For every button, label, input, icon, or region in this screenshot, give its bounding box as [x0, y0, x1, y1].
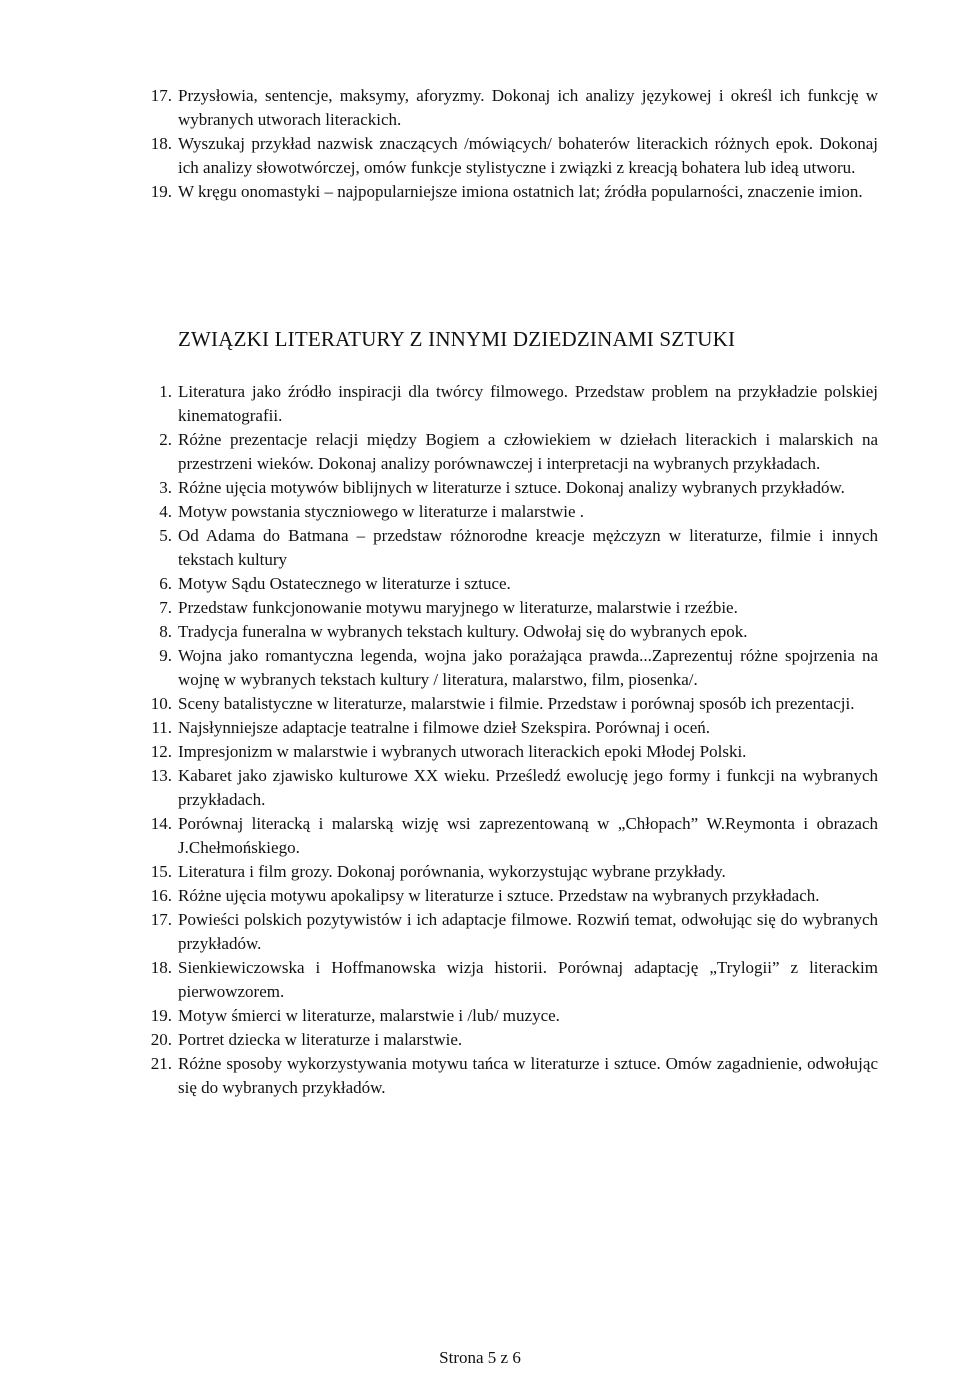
- item-text: Sceny batalistyczne w literaturze, malarstwie i filmie. Przedstaw i porównaj sposób ich prezentacji.: [178, 694, 855, 713]
- item-text: Różne ujęcia motywów biblijnych w literaturze i sztuce. Dokonaj analizy wybranych przykładów.: [178, 478, 845, 497]
- list-item: [136, 428, 878, 476]
- item-number: 7.: [159, 598, 172, 617]
- list-item: [136, 476, 878, 500]
- item-text: Literatura i film grozy. Dokonaj porównania, wykorzystując wybrane przykłady.: [178, 862, 726, 881]
- item-number: 13.: [150, 766, 172, 785]
- item-number: 1.: [159, 382, 172, 401]
- item-number: 2.: [159, 430, 172, 449]
- item-text: Przedstaw funkcjonowanie motywu maryjnego w literaturze, malarstwie i rzeźbie.: [178, 598, 738, 617]
- item-text: Motyw śmierci w literaturze, malarstwie i /lub/ muzyce.: [178, 1006, 560, 1025]
- item-text: Literatura jako źródło inspiracji dla twórcy filmowego. Przedstaw problem na przykładzie polskiej kinematografii.: [178, 382, 878, 425]
- item-number: 20.: [150, 1030, 172, 1049]
- list-item: [136, 884, 878, 908]
- list-item: [136, 380, 878, 428]
- item-text: Różne prezentacje relacji między Bogiem a człowiekiem w dziełach literackich i malarskich na przestrzeni wieków. Dokonaj analizy porównawczej i interpretacji na wybranych przykładach.: [178, 430, 878, 473]
- item-text: Impresjonizm w malarstwie i wybranych utworach literackich epoki Młodej Polski.: [178, 742, 747, 761]
- item-text: Kabaret jako zjawisko kulturowe XX wieku. Prześledź ewolucję jego formy i funkcji na wybranych przykładach.: [178, 766, 878, 809]
- item-number: 10.: [150, 694, 172, 713]
- item-number: 11.: [151, 718, 172, 737]
- item-text: Motyw Sądu Ostatecznego w literaturze i sztuce.: [178, 574, 511, 593]
- topic-list-arts: [136, 380, 878, 1100]
- item-number: 8.: [159, 622, 172, 641]
- item-number: 19.: [150, 182, 172, 201]
- item-text: Sienkiewiczowska i Hoffmanowska wizja historii. Porównaj adaptację „Trylogii” z literackim pierwowzorem.: [178, 958, 878, 1001]
- list-item: [136, 596, 878, 620]
- item-text: Różne ujęcia motywu apokalipsy w literaturze i sztuce. Przedstaw na wybranych przykładach.: [178, 886, 820, 905]
- item-text: Portret dziecka w literaturze i malarstwie.: [178, 1030, 463, 1049]
- item-number: 19.: [150, 1006, 172, 1025]
- item-text: Wyszukaj przykład nazwisk znaczących /mówiących/ bohaterów literackich różnych epok. Dokonaj ich analizy słowotwórczej, omów funkcje stylistyczne i związki z kreacją bohatera lub ideą utworu.: [178, 134, 878, 177]
- item-number: 15.: [150, 862, 172, 881]
- list-item: [136, 524, 878, 572]
- list-item: [136, 644, 878, 692]
- item-number: 3.: [159, 478, 172, 497]
- item-number: 17.: [150, 910, 172, 929]
- item-text: Przysłowia, sentencje, maksymy, aforyzmy. Dokonaj ich analizy językowej i określ ich funkcję w wybranych utworach literackich.: [178, 86, 878, 129]
- item-text: Motyw powstania styczniowego w literaturze i malarstwie .: [178, 502, 584, 521]
- list-item: [136, 500, 878, 524]
- item-text: Różne sposoby wykorzystywania motywu tańca w literaturze i sztuce. Omów zagadnienie, odwołując się do wybranych przykładów.: [178, 1054, 878, 1097]
- item-text: Powieści polskich pozytywistów i ich adaptacje filmowe. Rozwiń temat, odwołując się do wybranych przykładów.: [178, 910, 878, 953]
- list-item: [136, 1004, 878, 1028]
- item-number: 14.: [150, 814, 172, 833]
- item-number: 16.: [150, 886, 172, 905]
- list-item: [136, 956, 878, 1004]
- list-item: [136, 132, 878, 180]
- item-number: 6.: [159, 574, 172, 593]
- list-item: [136, 812, 878, 860]
- list-item: [136, 1028, 878, 1052]
- item-number: 5.: [159, 526, 172, 545]
- list-item: [136, 692, 878, 716]
- item-number: 9.: [159, 646, 172, 665]
- item-text: W kręgu onomastyki – najpopularniejsze imiona ostatnich lat; źródła popularności, znaczenie imion.: [178, 182, 863, 201]
- list-item: [136, 1052, 878, 1100]
- item-number: 21.: [150, 1054, 172, 1073]
- item-text: Wojna jako romantyczna legenda, wojna jako porażająca prawda...Zaprezentuj różne spojrzenia na wojnę w wybranych tekstach kultury / literatura, malarstwo, film, piosenka/.: [178, 646, 878, 689]
- page-number: Strona 5 z 6: [439, 1348, 521, 1367]
- item-text: Tradycja funeralna w wybranych tekstach kultury. Odwołaj się do wybranych epok.: [178, 622, 748, 641]
- list-item: [136, 764, 878, 812]
- list-item: [136, 908, 878, 956]
- list-item: [136, 180, 878, 204]
- item-number: 4.: [159, 502, 172, 521]
- item-number: 18.: [150, 134, 172, 153]
- list-item: [136, 740, 878, 764]
- section-heading: ZWIĄZKI LITERATURY Z INNYMI DZIEDZINAMI SZTUKI: [178, 327, 736, 351]
- item-text: Porównaj literacką i malarską wizję wsi zaprezentowaną w „Chłopach” W.Reymonta i obrazach J.Chełmońskiego.: [178, 814, 878, 857]
- item-text: Najsłynniejsze adaptacje teatralne i filmowe dzieł Szekspira. Porównaj i oceń.: [178, 718, 710, 737]
- list-item: [136, 572, 878, 596]
- item-number: 17.: [150, 86, 172, 105]
- item-number: 18.: [150, 958, 172, 977]
- item-number: 12.: [150, 742, 172, 761]
- item-text: Od Adama do Batmana – przedstaw różnorodne kreacje mężczyzn w literaturze, filmie i innych tekstach kultury: [178, 526, 878, 569]
- list-item: [136, 84, 878, 132]
- topic-list-language: [136, 84, 878, 204]
- list-item: [136, 716, 878, 740]
- list-item: [136, 620, 878, 644]
- list-item: [136, 860, 878, 884]
